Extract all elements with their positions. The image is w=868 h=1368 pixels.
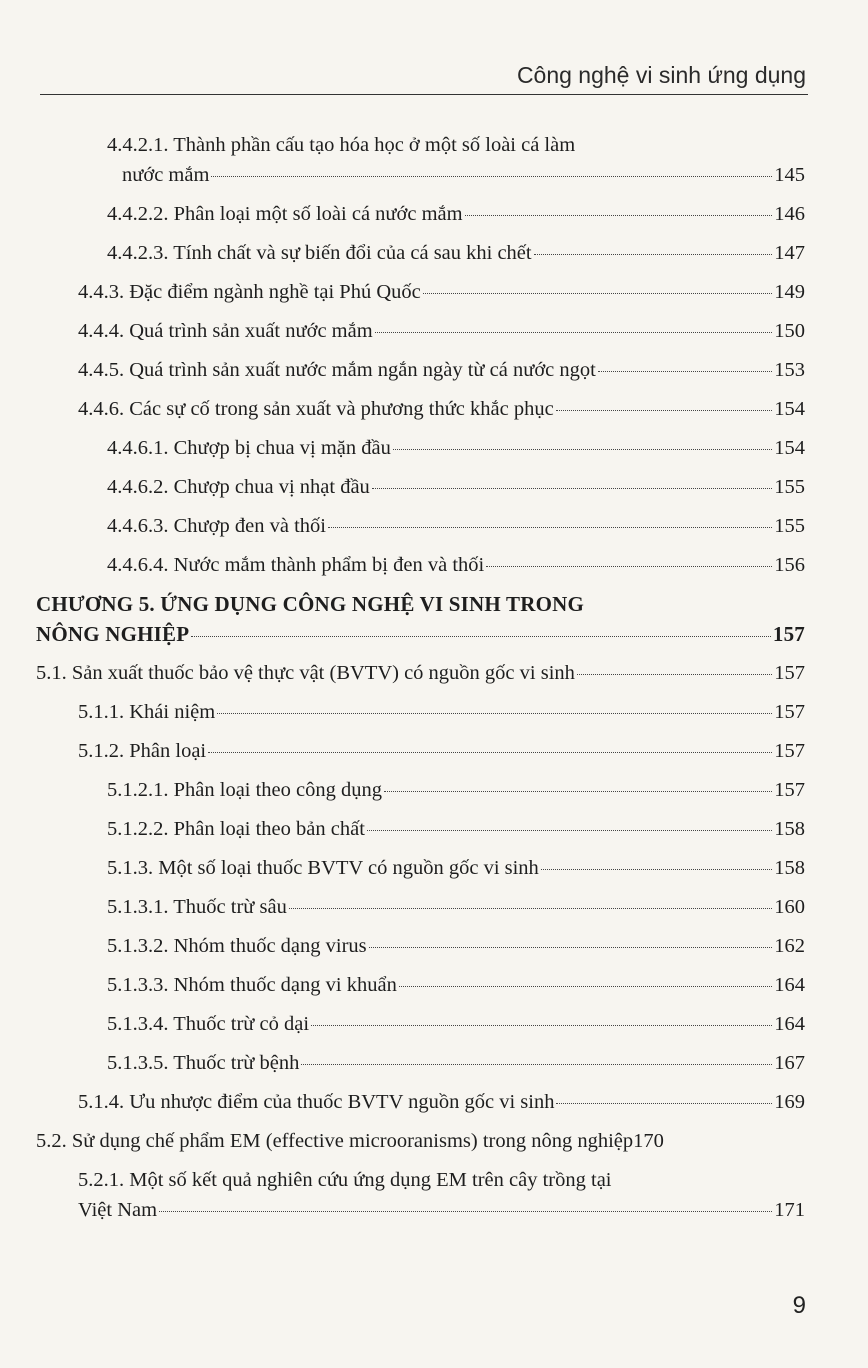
toc-entry xyxy=(78,396,805,422)
toc-entry xyxy=(122,162,805,188)
toc-entry-page: 154 xyxy=(774,398,805,420)
toc-entry-label: 4.4.6.1. Chượp bị chua vị mặn đầu xyxy=(107,437,391,459)
dot-leader xyxy=(556,410,773,411)
toc-entry-label: 5.1.3.3. Nhóm thuốc dạng vi khuẩn xyxy=(107,974,397,996)
toc-entry-page: 157 xyxy=(772,622,805,646)
toc-entry-page: 158 xyxy=(774,818,805,840)
toc-entry-label: NÔNG NGHIỆP xyxy=(36,622,190,646)
toc-entry xyxy=(107,1011,805,1037)
dot-leader xyxy=(598,371,772,372)
toc-entry-label: 5.1.2.2. Phân loại theo bản chất xyxy=(107,818,365,840)
dot-leader xyxy=(375,332,773,333)
toc-entry-label: 4.4.2.3. Tính chất và sự biến đổi của cá sau khi chết xyxy=(107,242,532,264)
dot-leader xyxy=(217,713,772,714)
toc-entry xyxy=(78,357,805,383)
toc-entry-label: 5.2. Sử dụng chế phẩm EM (effective microoranisms) trong nông nghiệp xyxy=(36,1130,634,1152)
dot-leader xyxy=(556,1103,772,1104)
toc-entry xyxy=(107,855,805,881)
toc-entry-label: 5.1.3.2. Nhóm thuốc dạng virus xyxy=(107,935,367,957)
toc-entry xyxy=(36,660,805,686)
dot-leader xyxy=(486,566,772,567)
dot-leader xyxy=(311,1025,772,1026)
toc-entry-page: 164 xyxy=(774,974,805,996)
toc-entry xyxy=(78,279,805,305)
toc-entry-label: 5.1.1. Khái niệm xyxy=(78,701,216,723)
toc-entry-line1: 4.4.2.1. Thành phần cấu tạo hóa học ở một số loài cá làm xyxy=(107,134,576,156)
chapter-heading-line1: CHƯƠNG 5. ỨNG DỤNG CÔNG NGHỆ VI SINH TRONG xyxy=(36,592,585,616)
toc-entry-label: 5.1.4. Ưu nhược điểm của thuốc BVTV nguồn gốc vi sinh xyxy=(78,1091,555,1113)
toc-entry-page: 149 xyxy=(774,281,805,303)
toc-entry-page: 156 xyxy=(774,554,805,576)
toc-entry xyxy=(107,894,805,920)
toc-entry xyxy=(36,1128,805,1154)
toc-entry xyxy=(107,972,805,998)
toc-entry xyxy=(78,1197,805,1223)
toc-entry-label: 4.4.4. Quá trình sản xuất nước mắm xyxy=(78,320,373,342)
dot-leader xyxy=(399,986,772,987)
toc-entry-label: 5.1.3.4. Thuốc trừ cỏ dại xyxy=(107,1013,310,1035)
toc-entry-label: 5.1.3.5. Thuốc trừ bệnh xyxy=(107,1052,300,1074)
dot-leader xyxy=(289,908,772,909)
toc-entry-page: 167 xyxy=(774,1052,805,1074)
toc-entry xyxy=(107,552,805,578)
dot-leader xyxy=(211,176,772,177)
toc-entry-page: 150 xyxy=(774,320,805,342)
toc-entry xyxy=(78,699,805,725)
toc-entry-page: 153 xyxy=(774,359,805,381)
toc-entry xyxy=(78,318,805,344)
toc-entry-label: Việt Nam xyxy=(78,1199,158,1221)
toc-entry-page: 145 xyxy=(774,164,805,186)
toc-entry-page: 158 xyxy=(774,857,805,879)
dot-leader xyxy=(191,636,771,637)
dot-leader xyxy=(541,869,772,870)
dot-leader xyxy=(369,947,773,948)
toc-entry-page: 147 xyxy=(774,242,805,264)
dot-leader xyxy=(393,449,772,450)
toc-entry xyxy=(107,816,805,842)
chapter-heading xyxy=(36,621,805,647)
toc-entry-page: 154 xyxy=(774,437,805,459)
toc-entry-page: 160 xyxy=(774,896,805,918)
toc-entry-label: 5.1. Sản xuất thuốc bảo vệ thực vật (BVTV) có nguồn gốc vi sinh xyxy=(36,662,575,684)
toc-entry xyxy=(107,777,805,803)
header-title: Công nghệ vi sinh ứng dụng xyxy=(516,62,806,88)
toc-entry-page: 170 xyxy=(633,1130,664,1152)
toc-entry-label: 4.4.6. Các sự cố trong sản xuất và phương thức khắc phục xyxy=(78,398,554,420)
toc-entry-label: 5.1.2. Phân loại xyxy=(78,740,207,762)
toc-entry-page: 157 xyxy=(774,740,805,762)
toc-entry xyxy=(107,201,805,227)
dot-leader xyxy=(372,488,772,489)
toc-entry-page: 155 xyxy=(774,476,805,498)
toc-entry-page: 162 xyxy=(774,935,805,957)
toc-entry xyxy=(107,513,805,539)
toc-entry-line1: 5.2.1. Một số kết quả nghiên cứu ứng dụng EM trên cây trồng tại xyxy=(78,1169,612,1191)
toc-entry-page: 171 xyxy=(774,1199,805,1221)
toc-entry-page: 157 xyxy=(774,701,805,723)
dot-leader xyxy=(423,293,773,294)
dot-leader xyxy=(534,254,773,255)
toc-entry xyxy=(107,474,805,500)
toc-entry xyxy=(78,738,805,764)
dot-leader xyxy=(577,674,772,675)
toc-entry-page: 155 xyxy=(774,515,805,537)
dot-leader xyxy=(301,1064,772,1065)
toc-entry-label: 4.4.6.2. Chượp chua vị nhạt đầu xyxy=(107,476,370,498)
toc-entry xyxy=(107,1050,805,1076)
toc-entry-label: 4.4.6.3. Chượp đen và thối xyxy=(107,515,326,537)
dot-leader xyxy=(367,830,772,831)
toc-entry-page: 157 xyxy=(774,779,805,801)
toc-entry xyxy=(78,1089,805,1115)
toc-entry-page: 164 xyxy=(774,1013,805,1035)
toc-entry-label: 4.4.6.4. Nước mắm thành phẩm bị đen và thối xyxy=(107,554,485,576)
toc-entry-label: 4.4.2.2. Phân loại một số loài cá nước mắm xyxy=(107,203,463,225)
toc-entry-label: 4.4.5. Quá trình sản xuất nước mắm ngắn ngày từ cá nước ngọt xyxy=(78,359,596,381)
toc-entry-page: 146 xyxy=(774,203,805,225)
toc-entry xyxy=(107,933,805,959)
dot-leader xyxy=(384,791,772,792)
dot-leader xyxy=(328,527,772,528)
toc-entry-label: 5.1.3. Một số loại thuốc BVTV có nguồn gốc vi sinh xyxy=(107,857,539,879)
dot-leader xyxy=(465,215,773,216)
toc-entry-label: 5.1.2.1. Phân loại theo công dụng xyxy=(107,779,383,801)
toc-entry-label: 4.4.3. Đặc điểm ngành nghề tại Phú Quốc xyxy=(78,281,421,303)
toc-entry-label: nước mắm xyxy=(122,164,210,186)
toc-entry-page: 157 xyxy=(774,662,805,684)
page-number: 9 xyxy=(792,1292,806,1319)
toc-entry xyxy=(107,435,805,461)
toc-entry xyxy=(107,240,805,266)
toc-entry-label: 5.1.3.1. Thuốc trừ sâu xyxy=(107,896,287,918)
toc-entry-page: 169 xyxy=(774,1091,805,1113)
dot-leader xyxy=(159,1211,772,1212)
dot-leader xyxy=(208,752,772,753)
